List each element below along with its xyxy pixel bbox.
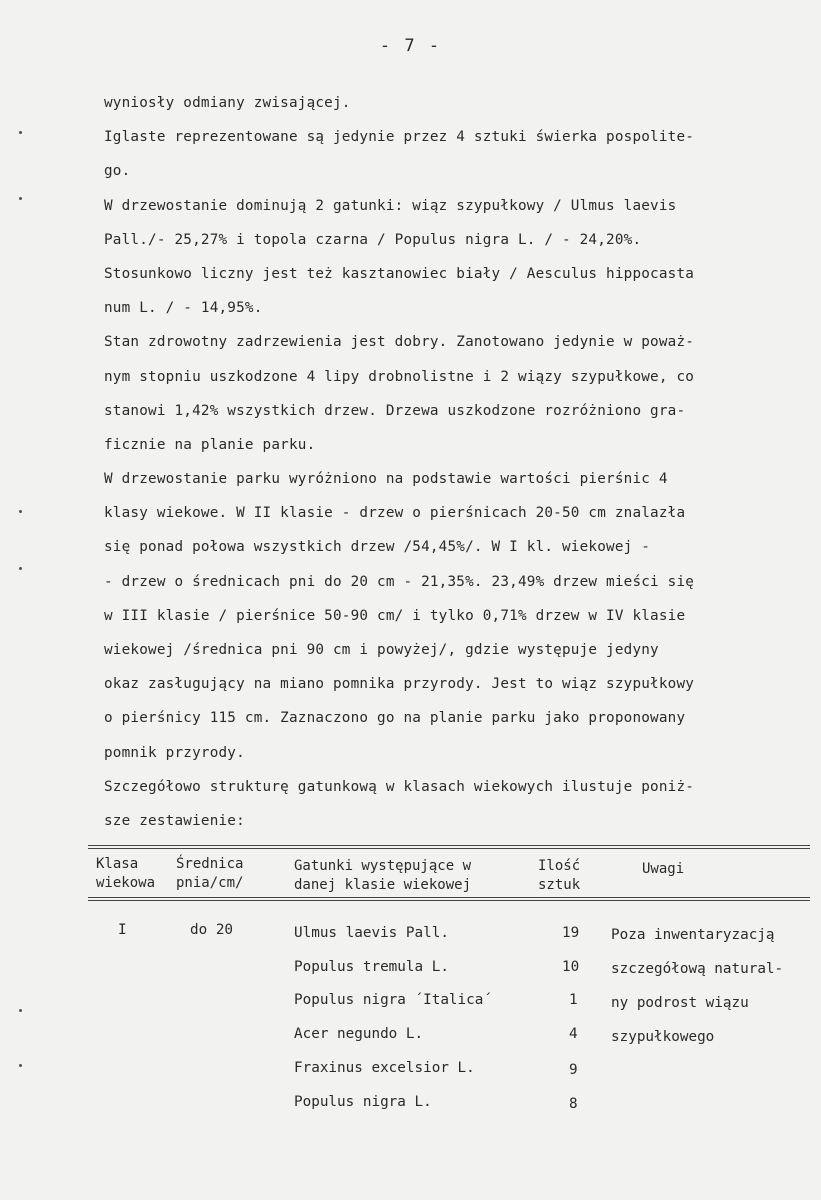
text-line: pomnik przyrody. bbox=[104, 744, 245, 761]
text-line: wiekowej /średnica pni 90 cm i powyżej/, gdzie występuje jedyny bbox=[104, 642, 659, 658]
header-gatunki: Gatunki występujące w danej klasie wiekowej bbox=[294, 858, 472, 893]
cell-gatunek: Populus tremula L. bbox=[294, 959, 449, 975]
margin-dot bbox=[19, 567, 22, 570]
margin-dot bbox=[19, 1064, 22, 1067]
text-line: Stan zdrowotny zadrzewienia jest dobry. Zanotowano jedynie w poważ- bbox=[104, 334, 695, 351]
cell-uwagi: ny podrost wiązu bbox=[611, 995, 749, 1011]
header-klasa: Klasa wiekowa bbox=[96, 856, 156, 891]
text-line: Pall./- 25,27% i topola czarna / Populus nigra L. / - 24,20%. bbox=[104, 231, 642, 248]
margin-dot bbox=[19, 1009, 22, 1012]
text-line: się ponad połowa wszystkich drzew /54,45%/. W I kl. wiekowej - bbox=[104, 539, 651, 556]
table-rule-header bbox=[88, 897, 810, 898]
header-srednica: Średnica pnia/cm/ bbox=[176, 856, 244, 891]
text-line: ficznie na planie parku. bbox=[104, 436, 316, 453]
text-line: Iglaste reprezentowane są jedynie przez 4 sztuki świerka pospolite- bbox=[104, 129, 695, 146]
cell-uwagi: Poza inwentaryzacją bbox=[611, 927, 775, 943]
cell-ilosc: 19 bbox=[562, 925, 580, 941]
text-line: w III klasie / pierśnice 50-90 cm/ i tylko 0,71% drzew w IV klasie bbox=[104, 607, 686, 624]
text-line: Szczegółowo strukturę gatunkową w klasach wiekowych ilustuje poniż- bbox=[104, 778, 695, 795]
margin-dot bbox=[19, 510, 22, 513]
cell-ilosc: 8 bbox=[569, 1096, 578, 1112]
cell-ilosc: 1 bbox=[569, 992, 578, 1008]
cell-uwagi: szczegółową natural- bbox=[611, 961, 784, 977]
text-line: o pierśnicy 115 cm. Zaznaczono go na planie parku jako proponowany bbox=[104, 710, 686, 727]
text-line: W drzewostanie dominują 2 gatunki: wiąz szypułkowy / Ulmus laevis bbox=[104, 197, 677, 214]
text-line: W drzewostanie parku wyróżniono na podstawie wartości pierśnic 4 bbox=[104, 471, 668, 488]
text-line: wyniosły odmiany zwisającej. bbox=[104, 95, 351, 111]
text-line: Stosunkowo liczny jest też kasztanowiec biały / Aesculus hippocasta bbox=[104, 265, 695, 282]
cell-klasa: I bbox=[118, 922, 127, 938]
table-rule-top bbox=[88, 845, 810, 846]
text-line: go. bbox=[104, 163, 131, 180]
text-line: stanowi 1,42% wszystkich drzew. Drzewa uszkodzone rozróżniono gra- bbox=[104, 402, 686, 419]
margin-dot bbox=[19, 131, 22, 134]
cell-ilosc: 9 bbox=[569, 1062, 578, 1078]
cell-ilosc: 4 bbox=[569, 1026, 578, 1042]
table-rule-header bbox=[88, 900, 810, 901]
body-paragraphs bbox=[104, 86, 794, 838]
text-line: num L. / - 14,95%. bbox=[104, 300, 263, 317]
text-line: okaz zasługujący na miano pomnika przyrody. Jest to wiąz szypułkowy bbox=[104, 676, 695, 693]
cell-gatunek: Populus nigra ´Italica´ bbox=[294, 992, 492, 1008]
cell-gatunek: Ulmus laevis Pall. bbox=[294, 925, 449, 941]
cell-gatunek: Fraxinus excelsior L. bbox=[294, 1060, 475, 1076]
margin-dot bbox=[19, 197, 22, 200]
page-number: - 7 - bbox=[379, 36, 442, 56]
text-line: sze zestawienie: bbox=[104, 812, 245, 829]
header-uwagi: Uwagi bbox=[642, 861, 685, 877]
cell-ilosc: 10 bbox=[562, 959, 580, 975]
cell-gatunek: Populus nigra L. bbox=[294, 1094, 432, 1110]
text-line: - drzew o średnicach pni do 20 cm - 21,35%. 23,49% drzew mieści się bbox=[104, 573, 695, 590]
header-ilosc: Ilość sztuk bbox=[538, 858, 581, 893]
cell-gatunek: Acer negundo L. bbox=[294, 1026, 424, 1042]
text-line: nym stopniu uszkodzone 4 lipy drobnolistne i 2 wiązy szypułkowe, co bbox=[104, 368, 695, 385]
text-line: klasy wiekowe. W II klasie - drzew o pierśnicach 20-50 cm znalazła bbox=[104, 505, 686, 522]
cell-uwagi: szypułkowego bbox=[611, 1029, 715, 1045]
cell-srednica: do 20 bbox=[190, 922, 234, 938]
table-rule-top bbox=[88, 848, 810, 849]
